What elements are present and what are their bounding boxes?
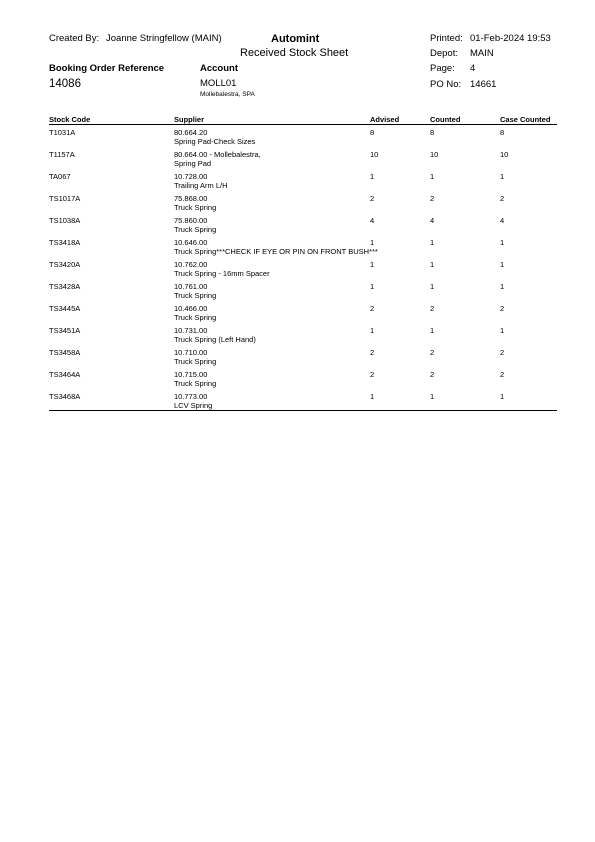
case-counted-cell: 1 <box>500 260 505 269</box>
supplier-description-cell: Truck Spring - 16mm Spacer <box>174 269 270 278</box>
supplier-ref-cell: 10.773.00 <box>174 392 208 401</box>
supplier-ref-cell: 10.728.00 <box>174 172 208 181</box>
stock-code-cell: TS3468A <box>49 392 81 401</box>
stock-code-cell: TS1038A <box>49 216 81 225</box>
report-title: Received Stock Sheet <box>240 47 349 59</box>
supplier-ref-cell: 80.664.00 - Mollebalestra, <box>174 150 261 159</box>
supplier-description-cell: Truck Spring <box>174 291 217 300</box>
case-counted-cell: 2 <box>500 370 505 379</box>
supplier-ref-cell: 75.868.00 <box>174 194 208 203</box>
account-label: Account <box>200 63 238 74</box>
supplier-description-cell: Truck Spring <box>174 313 217 322</box>
column-header-advised: Advised <box>370 115 400 124</box>
advised-cell: 2 <box>370 194 375 203</box>
supplier-ref-cell: 10.762.00 <box>174 260 208 269</box>
depot-value: MAIN <box>470 48 494 59</box>
counted-cell: 2 <box>430 370 435 379</box>
page-value: 4 <box>470 63 476 74</box>
counted-cell: 1 <box>430 282 435 291</box>
supplier-description-cell: Truck Spring <box>174 357 217 366</box>
advised-cell: 2 <box>370 370 375 379</box>
counted-cell: 1 <box>430 172 435 181</box>
table-end-divider <box>49 410 557 411</box>
stock-code-cell: T1157A <box>49 150 75 159</box>
case-counted-cell: 2 <box>500 194 505 203</box>
column-header-stock-code: Stock Code <box>49 115 91 124</box>
counted-cell: 1 <box>430 238 435 247</box>
counted-cell: 8 <box>430 128 435 137</box>
supplier-description-cell: Truck Spring <box>174 379 217 388</box>
advised-cell: 10 <box>370 150 379 159</box>
stock-code-cell: TA067 <box>49 172 71 181</box>
supplier-ref-cell: 10.731.00 <box>174 326 208 335</box>
supplier-ref-cell: 10.761.00 <box>174 282 208 291</box>
counted-cell: 2 <box>430 348 435 357</box>
column-header-counted: Counted <box>430 115 461 124</box>
header-divider <box>49 124 557 125</box>
stock-code-cell: TS3418A <box>49 238 81 247</box>
printed-label: Printed: <box>430 33 463 44</box>
stock-code-cell: TS3420A <box>49 260 81 269</box>
po-label: PO No: <box>430 79 462 90</box>
account-name: Mollebalestra, SPA <box>200 91 255 98</box>
case-counted-cell: 2 <box>500 304 505 313</box>
column-header-supplier: Supplier <box>174 115 205 124</box>
counted-cell: 10 <box>430 150 439 159</box>
supplier-description-cell: Spring Pad-Check Sizes <box>174 137 256 146</box>
advised-cell: 1 <box>370 238 375 247</box>
advised-cell: 2 <box>370 348 375 357</box>
case-counted-cell: 1 <box>500 282 505 291</box>
stock-code-cell: TS3458A <box>49 348 81 357</box>
advised-cell: 1 <box>370 282 375 291</box>
stock-code-cell: TS3428A <box>49 282 81 291</box>
counted-cell: 2 <box>430 194 435 203</box>
table-row <box>0 194 595 216</box>
case-counted-cell: 8 <box>500 128 505 137</box>
supplier-description-cell: Trailing Arm L/H <box>174 181 228 190</box>
case-counted-cell: 2 <box>500 348 505 357</box>
supplier-ref-cell: 10.715.00 <box>174 370 208 379</box>
table-row <box>0 172 595 194</box>
printed-value: 01-Feb-2024 19:53 <box>470 33 551 44</box>
counted-cell: 4 <box>430 216 435 225</box>
supplier-ref-cell: 10.646.00 <box>174 238 208 247</box>
advised-cell: 4 <box>370 216 375 225</box>
stock-code-cell: T1031A <box>49 128 76 137</box>
table-row <box>0 326 595 348</box>
table-row <box>0 260 595 282</box>
counted-cell: 1 <box>430 392 435 401</box>
supplier-ref-cell: 80.664.20 <box>174 128 208 137</box>
case-counted-cell: 10 <box>500 150 509 159</box>
advised-cell: 1 <box>370 172 375 181</box>
counted-cell: 2 <box>430 304 435 313</box>
account-code: MOLL01 <box>200 78 237 89</box>
case-counted-cell: 4 <box>500 216 505 225</box>
table-row <box>0 216 595 238</box>
case-counted-cell: 1 <box>500 326 505 335</box>
supplier-description-cell: Truck Spring***CHECK IF EYE OR PIN ON FRONT BUSH*** <box>174 247 378 256</box>
supplier-description-cell: LCV Spring <box>174 401 213 410</box>
created-by-value: Joanne Stringfellow (MAIN) <box>106 33 222 44</box>
advised-cell: 8 <box>370 128 375 137</box>
advised-cell: 1 <box>370 392 375 401</box>
advised-cell: 1 <box>370 260 375 269</box>
supplier-description-cell: Truck Spring (Left Hand) <box>174 335 256 344</box>
table-row <box>0 304 595 326</box>
supplier-ref-cell: 10.466.00 <box>174 304 208 313</box>
stock-code-cell: TS3451A <box>49 326 81 335</box>
advised-cell: 1 <box>370 326 375 335</box>
column-header-case-counted: Case Counted <box>500 115 551 124</box>
case-counted-cell: 1 <box>500 238 505 247</box>
advised-cell: 2 <box>370 304 375 313</box>
created-by-label: Created By: <box>49 33 100 44</box>
supplier-ref-cell: 75.860.00 <box>174 216 208 225</box>
company-name: Automint <box>271 33 320 45</box>
supplier-description-cell: Spring Pad <box>174 159 212 168</box>
counted-cell: 1 <box>430 326 435 335</box>
stock-code-cell: TS1017A <box>49 194 81 203</box>
table-row <box>0 238 595 260</box>
table-row <box>0 370 595 392</box>
stock-code-cell: TS3445A <box>49 304 81 313</box>
table-row <box>0 282 595 304</box>
supplier-ref-cell: 10.710.00 <box>174 348 208 357</box>
case-counted-cell: 1 <box>500 172 505 181</box>
page-label: Page: <box>430 63 455 74</box>
table-row <box>0 150 595 172</box>
table-row <box>0 128 595 150</box>
counted-cell: 1 <box>430 260 435 269</box>
po-value: 14661 <box>470 79 497 90</box>
depot-label: Depot: <box>430 48 458 59</box>
table-row <box>0 348 595 370</box>
supplier-description-cell: Truck Spring <box>174 225 217 234</box>
stock-code-cell: TS3464A <box>49 370 81 379</box>
booking-reference-value: 14086 <box>49 78 81 90</box>
case-counted-cell: 1 <box>500 392 505 401</box>
booking-reference-label: Booking Order Reference <box>49 63 165 74</box>
supplier-description-cell: Truck Spring <box>174 203 217 212</box>
